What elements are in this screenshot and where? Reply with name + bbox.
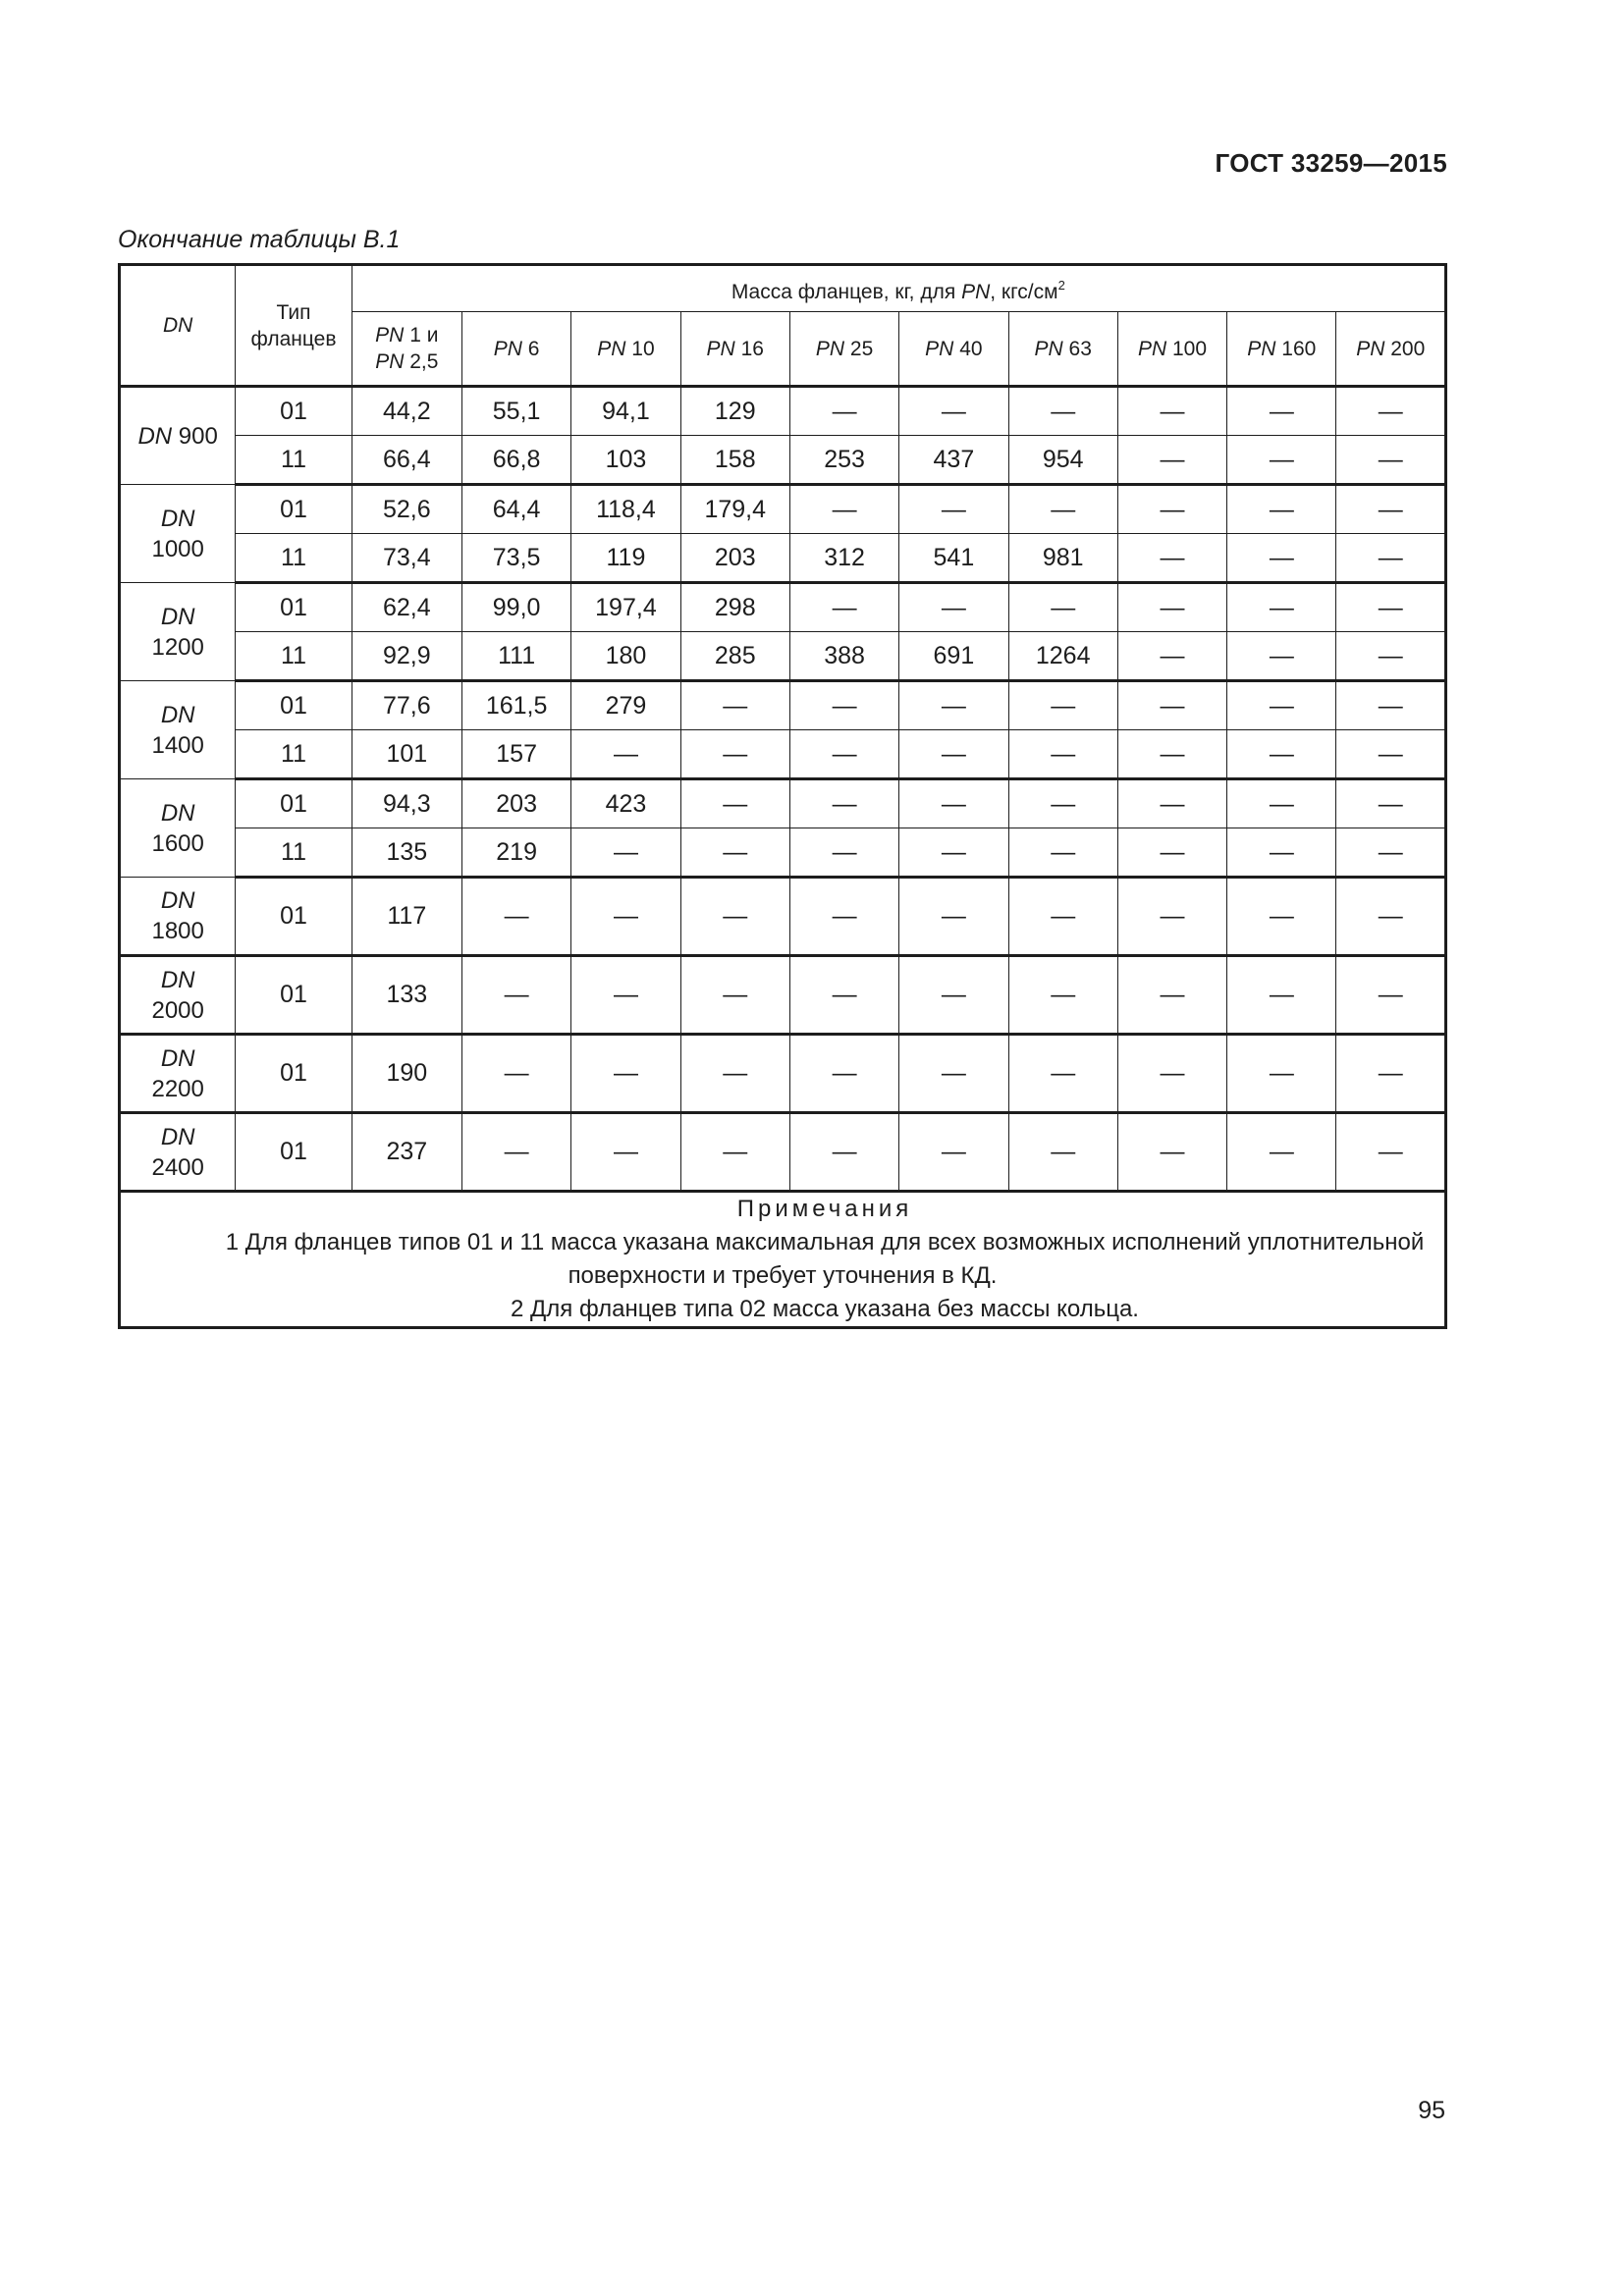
mass-cell: —: [1336, 730, 1446, 779]
mass-cell: —: [1117, 1113, 1226, 1192]
notes-block: [120, 1192, 1446, 1328]
mass-cell: —: [1117, 387, 1226, 436]
mass-cell: 62,4: [352, 583, 461, 632]
mass-cell: 161,5: [461, 681, 570, 730]
mass-cell: —: [899, 1035, 1008, 1113]
mass-cell: —: [899, 828, 1008, 878]
header-pn-6: PN 6: [461, 312, 570, 387]
mass-cell: —: [680, 730, 789, 779]
header-pn-200: PN 200: [1336, 312, 1446, 387]
mass-cell: 388: [789, 632, 898, 681]
mass-cell: 133: [352, 956, 461, 1035]
mass-cell: 118,4: [571, 485, 680, 534]
table-row: [120, 1035, 1446, 1113]
mass-cell: —: [899, 387, 1008, 436]
header-pn-160: PN 160: [1227, 312, 1336, 387]
mass-cell: 203: [461, 779, 570, 828]
mass-cell: 111: [461, 632, 570, 681]
mass-cell: 237: [352, 1113, 461, 1192]
mass-cell: —: [1117, 534, 1226, 583]
mass-cell: —: [1336, 779, 1446, 828]
dn-cell: DN 1400: [120, 681, 236, 779]
mass-cell: —: [461, 1113, 570, 1192]
dn-cell: DN 2400: [120, 1113, 236, 1192]
mass-cell: —: [680, 878, 789, 956]
mass-cell: —: [1227, 878, 1336, 956]
dn-cell: DN 1800: [120, 878, 236, 956]
mass-cell: 73,5: [461, 534, 570, 583]
dn-cell: DN 2200: [120, 1035, 236, 1113]
mass-cell: —: [1117, 1035, 1226, 1113]
page-number: 95: [1418, 2097, 1445, 2124]
table-row: [120, 1113, 1446, 1192]
mass-cell: —: [899, 730, 1008, 779]
mass-cell: —: [1008, 1113, 1117, 1192]
mass-cell: 92,9: [352, 632, 461, 681]
mass-cell: —: [789, 730, 898, 779]
mass-cell: —: [1336, 632, 1446, 681]
mass-cell: —: [899, 485, 1008, 534]
mass-cell: —: [789, 956, 898, 1035]
table-caption: Окончание таблицы В.1: [118, 226, 401, 253]
mass-cell: —: [1227, 387, 1336, 436]
mass-cell: 203: [680, 534, 789, 583]
mass-cell: —: [1336, 387, 1446, 436]
mass-cell: —: [1227, 534, 1336, 583]
mass-cell: —: [789, 1113, 898, 1192]
table-row: [120, 485, 1446, 534]
dn-cell: DN 1000: [120, 485, 236, 583]
mass-cell: —: [1008, 730, 1117, 779]
table-row: [120, 878, 1446, 956]
mass-cell: —: [1008, 956, 1117, 1035]
flange-type-cell: 01: [236, 956, 352, 1035]
mass-cell: —: [571, 828, 680, 878]
table-row: [120, 730, 1446, 779]
mass-cell: —: [789, 681, 898, 730]
mass-cell: —: [1117, 956, 1226, 1035]
mass-cell: —: [1008, 583, 1117, 632]
mass-cell: —: [1227, 485, 1336, 534]
mass-cell: —: [680, 681, 789, 730]
flange-type-cell: 01: [236, 1113, 352, 1192]
notes-title: Примечания: [736, 1196, 913, 1222]
mass-cell: —: [1117, 878, 1226, 956]
mass-cell: —: [680, 1113, 789, 1192]
mass-cell: —: [1117, 779, 1226, 828]
mass-cell: 119: [571, 534, 680, 583]
mass-cell: 179,4: [680, 485, 789, 534]
flange-type-cell: 01: [236, 681, 352, 730]
flange-type-cell: 01: [236, 779, 352, 828]
mass-cell: 135: [352, 828, 461, 878]
mass-cell: 981: [1008, 534, 1117, 583]
mass-cell: —: [1336, 878, 1446, 956]
dn-cell: DN 1200: [120, 583, 236, 681]
mass-cell: —: [1008, 1035, 1117, 1113]
flange-type-cell: 11: [236, 632, 352, 681]
mass-cell: 101: [352, 730, 461, 779]
mass-cell: —: [899, 878, 1008, 956]
mass-cell: —: [789, 485, 898, 534]
mass-cell: —: [1008, 681, 1117, 730]
mass-cell: 158: [680, 436, 789, 485]
mass-cell: —: [680, 828, 789, 878]
mass-cell: 298: [680, 583, 789, 632]
flange-type-cell: 01: [236, 387, 352, 436]
mass-cell: —: [1336, 485, 1446, 534]
header-pn-10: PN 10: [571, 312, 680, 387]
mass-cell: 77,6: [352, 681, 461, 730]
mass-cell: —: [1336, 436, 1446, 485]
mass-cell: —: [1227, 956, 1336, 1035]
mass-cell: 52,6: [352, 485, 461, 534]
mass-cell: 285: [680, 632, 789, 681]
mass-cell: 197,4: [571, 583, 680, 632]
mass-cell: —: [1336, 828, 1446, 878]
mass-cell: —: [1336, 1035, 1446, 1113]
mass-cell: 157: [461, 730, 570, 779]
mass-cell: —: [1336, 1113, 1446, 1192]
mass-cell: —: [1117, 828, 1226, 878]
mass-cell: —: [571, 1113, 680, 1192]
mass-cell: —: [1336, 583, 1446, 632]
header-pn-25: PN 25: [789, 312, 898, 387]
mass-cell: —: [789, 828, 898, 878]
header-pn-100: PN 100: [1117, 312, 1226, 387]
mass-cell: —: [1227, 436, 1336, 485]
note-item: 2 Для фланцев типа 02 масса указана без массы кольца.: [511, 1296, 1139, 1322]
mass-cell: —: [899, 1113, 1008, 1192]
mass-cell: —: [1008, 387, 1117, 436]
mass-cell: —: [1336, 956, 1446, 1035]
mass-cell: —: [1336, 681, 1446, 730]
mass-cell: 55,1: [461, 387, 570, 436]
mass-cell: 1264: [1008, 632, 1117, 681]
table-row: [120, 956, 1446, 1035]
table-row: [120, 681, 1446, 730]
table-row: [120, 534, 1446, 583]
mass-cell: —: [899, 681, 1008, 730]
mass-cell: 99,0: [461, 583, 570, 632]
mass-cell: —: [1227, 681, 1336, 730]
flange-type-cell: 11: [236, 730, 352, 779]
table-row: [120, 828, 1446, 878]
mass-cell: —: [1008, 878, 1117, 956]
mass-cell: —: [571, 1035, 680, 1113]
mass-cell: —: [1227, 1113, 1336, 1192]
mass-cell: —: [680, 956, 789, 1035]
mass-cell: —: [1008, 828, 1117, 878]
mass-cell: 253: [789, 436, 898, 485]
mass-cell: —: [1008, 485, 1117, 534]
mass-cell: —: [1117, 485, 1226, 534]
dn-cell: DN 1600: [120, 779, 236, 878]
mass-cell: —: [680, 1035, 789, 1113]
mass-cell: 94,1: [571, 387, 680, 436]
mass-cell: 180: [571, 632, 680, 681]
table-row: [120, 436, 1446, 485]
mass-cell: —: [899, 583, 1008, 632]
mass-cell: —: [571, 730, 680, 779]
mass-cell: —: [1227, 730, 1336, 779]
mass-cell: 64,4: [461, 485, 570, 534]
flange-mass-table: [118, 263, 1447, 1329]
mass-cell: 279: [571, 681, 680, 730]
flange-type-cell: 01: [236, 485, 352, 534]
mass-cell: —: [789, 779, 898, 828]
mass-cell: —: [789, 583, 898, 632]
mass-cell: 691: [899, 632, 1008, 681]
table-row: [120, 779, 1446, 828]
mass-cell: 219: [461, 828, 570, 878]
mass-cell: —: [461, 878, 570, 956]
mass-cell: 129: [680, 387, 789, 436]
mass-cell: —: [1336, 534, 1446, 583]
mass-cell: 423: [571, 779, 680, 828]
note-item: 1 Для фланцев типов 01 и 11 масса указана максимальная для всех возможных исполнений уплотнительной поверхности и требует уточнения в КД.: [225, 1229, 1425, 1289]
mass-cell: —: [1227, 779, 1336, 828]
mass-cell: 437: [899, 436, 1008, 485]
mass-cell: —: [1117, 730, 1226, 779]
flange-type-cell: 01: [236, 583, 352, 632]
mass-cell: —: [461, 956, 570, 1035]
mass-cell: —: [571, 878, 680, 956]
flange-type-cell: 01: [236, 878, 352, 956]
mass-cell: 66,4: [352, 436, 461, 485]
flange-type-cell: 01: [236, 1035, 352, 1113]
mass-cell: 954: [1008, 436, 1117, 485]
mass-cell: 66,8: [461, 436, 570, 485]
mass-cell: —: [1227, 583, 1336, 632]
mass-cell: 541: [899, 534, 1008, 583]
header-pn-1: PN 1 и PN 2,5: [352, 312, 461, 387]
mass-cell: 94,3: [352, 779, 461, 828]
table-row: [120, 632, 1446, 681]
mass-cell: —: [789, 878, 898, 956]
mass-cell: —: [1117, 632, 1226, 681]
mass-cell: —: [1227, 828, 1336, 878]
mass-cell: —: [899, 956, 1008, 1035]
table-row: [120, 387, 1446, 436]
mass-cell: —: [680, 779, 789, 828]
mass-cell: —: [899, 779, 1008, 828]
mass-cell: 73,4: [352, 534, 461, 583]
dn-cell: DN 2000: [120, 956, 236, 1035]
table-row: [120, 583, 1446, 632]
mass-cell: —: [1227, 632, 1336, 681]
header-pn-40: PN 40: [899, 312, 1008, 387]
mass-cell: 312: [789, 534, 898, 583]
dn-cell: DN 900: [120, 387, 236, 485]
mass-cell: —: [1117, 436, 1226, 485]
mass-cell: —: [461, 1035, 570, 1113]
flange-type-cell: 11: [236, 436, 352, 485]
mass-cell: —: [1008, 779, 1117, 828]
header-mass: Масса фланцев, кг, для PN, кгс/$см^2$: [352, 265, 1445, 312]
mass-cell: —: [1117, 681, 1226, 730]
header-pn-16: PN 16: [680, 312, 789, 387]
flange-type-cell: 11: [236, 828, 352, 878]
mass-cell: —: [1227, 1035, 1336, 1113]
mass-cell: 103: [571, 436, 680, 485]
mass-cell: 44,2: [352, 387, 461, 436]
header-dn: DN: [120, 265, 236, 387]
mass-cell: —: [789, 1035, 898, 1113]
mass-cell: 190: [352, 1035, 461, 1113]
document-code: ГОСТ 33259—2015: [1215, 148, 1447, 178]
header-pn-63: PN 63: [1008, 312, 1117, 387]
flange-type-cell: 11: [236, 534, 352, 583]
mass-cell: —: [1117, 583, 1226, 632]
mass-cell: —: [571, 956, 680, 1035]
mass-cell: 117: [352, 878, 461, 956]
header-flange-type: Тип фланцев: [236, 265, 352, 387]
mass-cell: —: [789, 387, 898, 436]
